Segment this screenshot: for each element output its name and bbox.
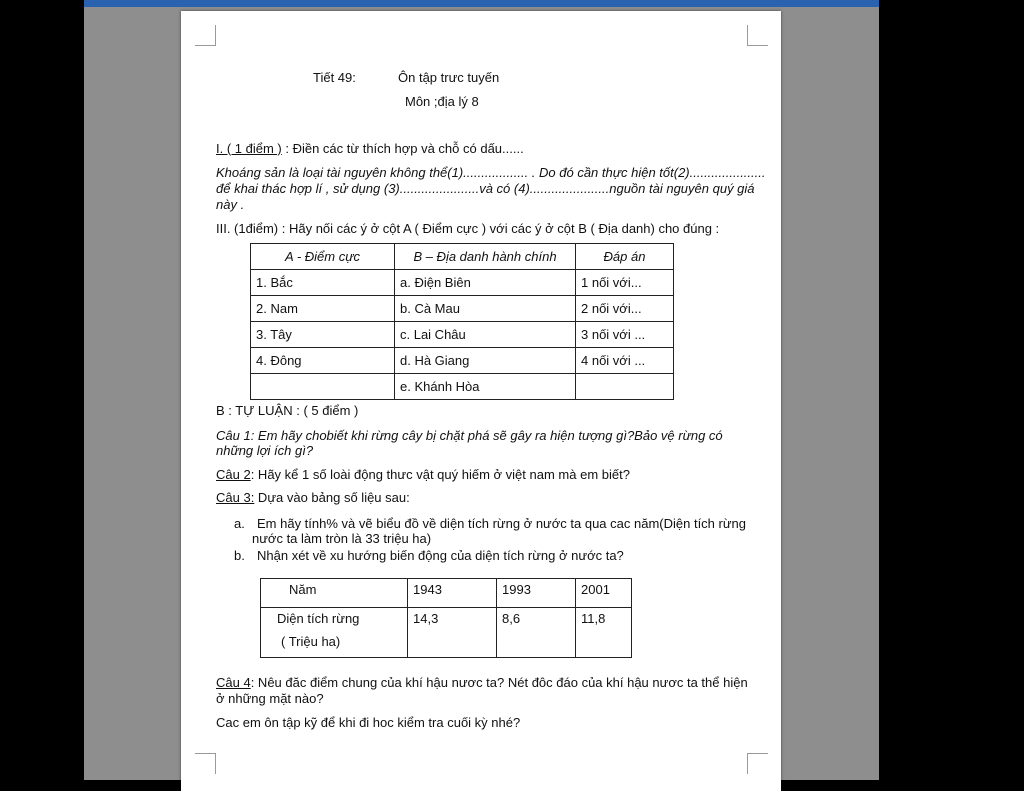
question-2-label: Câu 2 xyxy=(216,467,251,482)
question-3a-line-2: nước ta làm tròn là 33 triệu ha) xyxy=(252,531,432,546)
year-label-cell: Năm xyxy=(261,579,408,608)
col-b-header: B – Địa danh hành chính xyxy=(395,244,576,270)
section3-heading: III. (1điểm) : Hãy nối các ý ở cột A ( Điểm cực ) với các ý ở cột B ( Địa danh) cho đúng : xyxy=(216,221,720,236)
question-2 xyxy=(216,467,630,482)
lesson-number: Tiết 49: xyxy=(313,70,356,85)
table-row xyxy=(261,608,632,658)
year-cell: 1993 xyxy=(497,579,576,608)
cell-a: 1. Bắc xyxy=(251,270,395,296)
question-4-line-2: ở những mặt nào? xyxy=(216,691,324,706)
table-row xyxy=(251,348,674,374)
col-answer-header: Đáp án xyxy=(576,244,674,270)
question-3a-marker: a. xyxy=(234,516,245,531)
cell-a: 4. Đông xyxy=(251,348,395,374)
question-4-line-1 xyxy=(216,675,748,690)
cell-b: b. Cà Mau xyxy=(395,296,576,322)
question-3b-marker: b. xyxy=(234,548,245,563)
value-cell: 11,8 xyxy=(576,608,632,658)
col-a-header: A - Điểm cực xyxy=(251,244,395,270)
table-row xyxy=(251,374,674,400)
part-b-heading: B : TỰ LUẬN : ( 5 điểm ) xyxy=(216,403,359,418)
cell-a: 2. Nam xyxy=(251,296,395,322)
question-3b-text: Nhận xét về xu hướng biến động của diện tích rừng ở nước ta? xyxy=(257,548,624,563)
question-3-text: Dựa vào bảng số liệu sau: xyxy=(254,490,410,505)
fill-line-1: Khoáng sản là loại tài nguyên không thể(1).................. . Do đó cần thực hiện tốt(2)..................... xyxy=(216,165,766,180)
cell-answer xyxy=(576,374,674,400)
area-label-cell xyxy=(261,608,408,658)
table-row xyxy=(251,322,674,348)
table-row xyxy=(251,270,674,296)
year-cell: 1943 xyxy=(408,579,497,608)
question-4-label: Câu 4 xyxy=(216,675,251,690)
question-3a-line-1: Em hãy tính% và vẽ biểu đồ về diện tích rừng ở nước ta qua cac năm(Diện tích rừng xyxy=(257,516,747,531)
value-cell: 8,6 xyxy=(497,608,576,658)
cell-answer: 1 nối với... xyxy=(576,270,674,296)
question-3 xyxy=(216,490,410,505)
margin-corner-bottom-left xyxy=(195,753,216,774)
fill-line-3: này . xyxy=(216,197,245,212)
area-label: Diện tích rừng xyxy=(277,611,360,626)
cell-answer: 2 nối với... xyxy=(576,296,674,322)
margin-corner-top-right xyxy=(747,25,768,46)
ribbon-edge xyxy=(84,0,879,7)
section1-instruction: : Điền các từ thích hợp và chỗ có dấu...... xyxy=(281,141,524,156)
question-2-text: : Hãy kể 1 số loài động thưc vật quý hiếm ở việt nam mà em biết? xyxy=(250,467,630,482)
cell-b: e. Khánh Hòa xyxy=(395,374,576,400)
cell-b: c. Lai Châu xyxy=(395,322,576,348)
document-page[interactable] xyxy=(181,11,781,791)
table-header-row xyxy=(251,244,674,270)
cell-b: a. Điện Biên xyxy=(395,270,576,296)
cell-a: 3. Tây xyxy=(251,322,395,348)
question-1-line-1: Câu 1: Em hãy chobiết khi rừng cây bị chặt phá sẽ gây ra hiện tượng gì?Bảo vệ rừng có xyxy=(216,428,723,443)
cell-b: d. Hà Giang xyxy=(395,348,576,374)
margin-corner-bottom-right xyxy=(747,753,768,774)
fill-line-2: để khai thác hợp lí , sử dụng (3)......................và có (4)......................nguồn tài nguyên quý giá xyxy=(216,181,755,196)
matching-table xyxy=(250,243,674,400)
subject-line: Môn ;địa lý 8 xyxy=(405,94,479,109)
section1-number: I. ( 1 điểm ) xyxy=(216,141,282,156)
cell-a xyxy=(251,374,395,400)
section1-heading xyxy=(216,141,524,156)
document-title: Ôn tập trưc tuyến xyxy=(398,70,500,85)
cell-answer: 4 nối với ... xyxy=(576,348,674,374)
table-row xyxy=(261,579,632,608)
area-unit: ( Triệu ha) xyxy=(281,634,341,649)
question-3-label: Câu 3: xyxy=(216,490,255,505)
question-1-line-2: những lợi ích gì? xyxy=(216,443,314,458)
margin-corner-top-left xyxy=(195,25,216,46)
closing-note: Cac em ôn tập kỹ để khi đi hoc kiểm tra cuối kỳ nhé? xyxy=(216,715,521,730)
value-cell: 14,3 xyxy=(408,608,497,658)
question-4-text: : Nêu đăc điểm chung của khí hậu nươc ta? Nét đôc đáo của khí hậu nươc ta thể hiện xyxy=(250,675,748,690)
forest-area-table xyxy=(260,578,632,658)
table-row xyxy=(251,296,674,322)
year-cell: 2001 xyxy=(576,579,632,608)
cell-answer: 3 nối với ... xyxy=(576,322,674,348)
